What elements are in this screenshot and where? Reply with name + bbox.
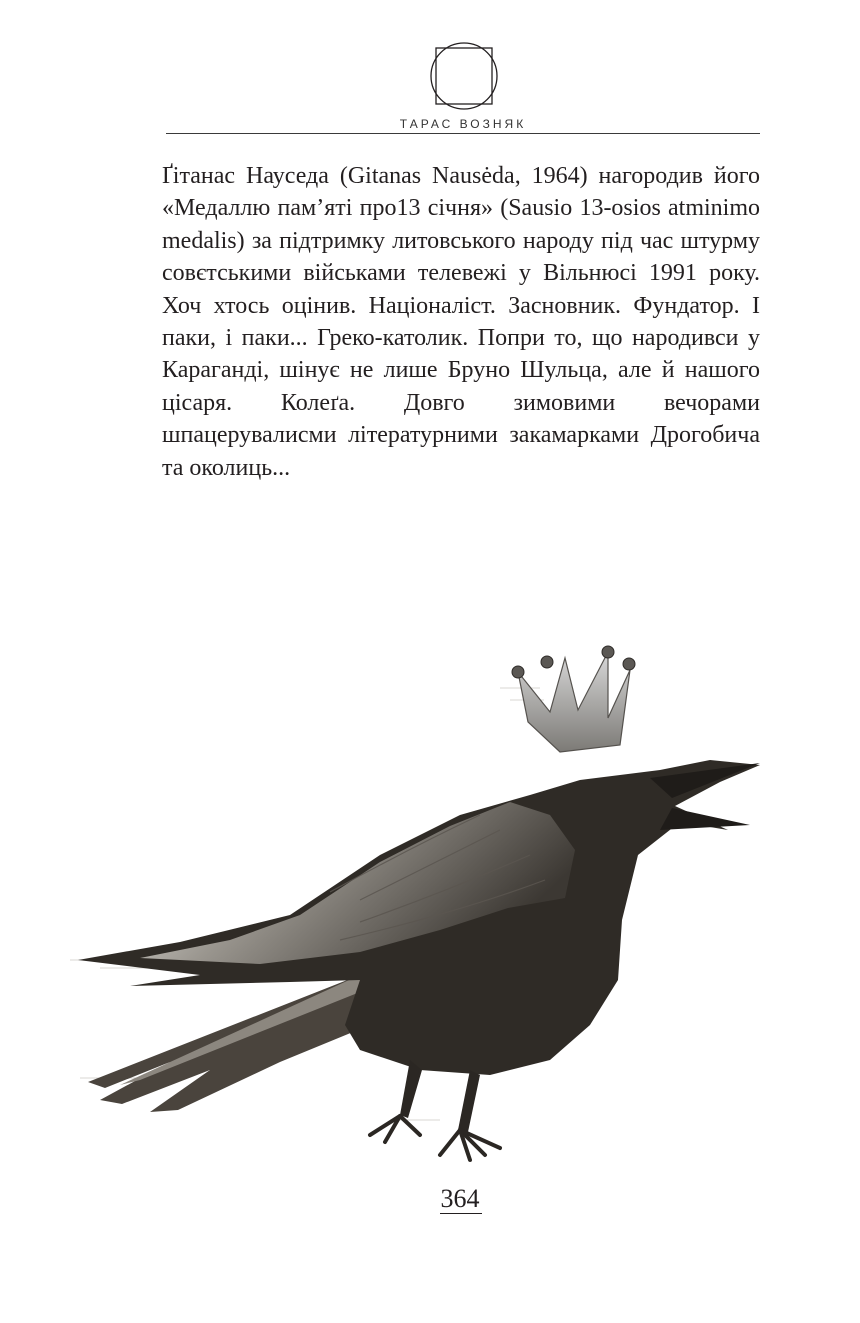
page-number-divider [440, 1213, 482, 1214]
running-head: ТАРАС ВОЗНЯК [399, 117, 527, 131]
circle-in-square-icon [430, 42, 498, 110]
page-number: 364 [440, 1184, 480, 1213]
header-divider [166, 133, 760, 134]
crowned-raven-illustration [60, 630, 780, 1190]
body-paragraph: Ґітанас Науседа (Gitanas Nausėda, 1964) нагородив його «Медаллю пам’яті про13 січня» (Sausio 13-osios atminimo medalis) за підтримку литовського народу під час штурму совєтськими військами телевежі у Вільнюсі 1991 року. Хоч хтось оцінив. Націоналіст. Засновник. Фундатор. І паки, і паки... Греко-католик. Попри то, що народивси у Караганді, шінує не лише Бруно Шульца, але й нашого цісаря. Колеґа. Довго зимовими вечорами шпацерувалисми літературними закамарками Дрогобича та околиць... [162, 163, 760, 481]
